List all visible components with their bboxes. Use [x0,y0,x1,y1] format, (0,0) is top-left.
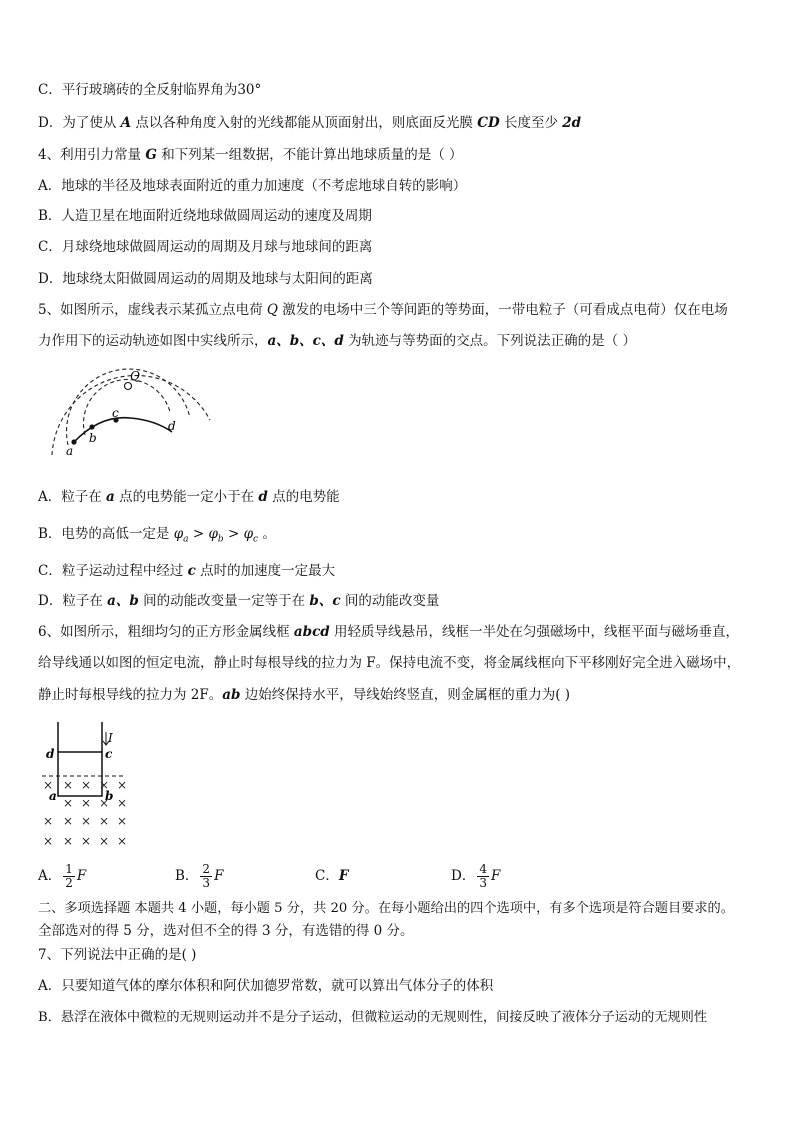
q7-stem: 7、下列说法中正确的是( ) [38,947,197,963]
q5-option-b-expression: $\varphi_a > \varphi_b > \varphi_c$ [173,526,259,545]
q6-field-cross: × [63,814,74,828]
q5-label-d: d [168,419,176,433]
q6-field-cross: × [63,796,74,810]
q6-stem-text-1: 6、如图所示，粗细均匀的正方形金属线框 [38,624,294,640]
q6-field-cross: × [99,814,110,828]
q6-option-c-label: C． [315,868,339,884]
q5-phi-2: φ [208,526,218,542]
q4-stem-g: G [145,147,157,163]
q5-equipotential-inner [83,379,170,435]
q6-option-a-denominator: 2 [65,876,73,890]
q6-field-cross: × [117,834,128,848]
q5-option-d-text-1: D．粒子在 [38,593,108,609]
q4-option-c: C．月球绕地球做圆周运动的周期及月球与地球间的距离 [38,239,373,255]
q5-stem-text-2: 激发的电场中三个等间距的等势面，一带电粒子（可看成点电荷）仅在电场 [277,302,728,318]
q5-stem-q: Q [266,302,278,318]
q3-option-d-segment-cd: CD [477,115,500,131]
q5-option-c-text-1: C．粒子运动过程中经过 [38,563,188,579]
q6-stem-line3 [38,686,570,704]
q6-stem-abcd: abcd [293,624,330,640]
q6-option-d [451,862,500,890]
q5-point-b-dot [89,424,94,429]
q5-phi-sub-b: b [217,534,224,545]
q6-label-b: b [105,789,114,803]
q4-option-d: D．地球绕太阳做圆周运动的周期及地球与太阳间的距离 [38,271,373,287]
q5-option-a-text-1: A．粒子在 [38,489,107,505]
q6-magnetic-frame-figure [36,718,146,853]
q6-field-cross: × [63,834,74,848]
q6-option-d-denominator: 3 [479,876,487,890]
q6-label-c: c [105,747,113,761]
q6-field-cross: × [99,778,110,792]
q3-option-d-text-3: 长度至少 [499,115,563,131]
q6-field-cross: × [63,778,74,792]
q3-option-d [38,114,581,132]
q6-option-a-label: A． [38,868,62,884]
q6-option-d-f: F [490,868,501,884]
q6-option-b-f: F [214,868,224,884]
q4-stem [38,146,463,164]
q5-option-d-ab: a、b [107,593,139,609]
q3-option-c [38,81,261,99]
q6-option-b [175,862,223,890]
q6-label-d: d [46,747,55,761]
q5-option-a-text-2: 点的电势能一定小于在 [114,489,259,505]
q4-option-a: A．地球的半径及地球表面附近的重力加速度（不考虑地球自转的影响） [38,178,467,194]
q5-label-c: c [112,406,119,420]
q5-option-c [38,562,335,580]
q6-option-b-fraction [200,863,212,890]
q5-stem-line2 [38,332,636,350]
q6-option-d-label: D． [451,868,476,884]
q7-option-a: A．只要知道气体的摩尔体积和阿伏加德罗常数，就可以算出气体分子的体积 [38,978,494,994]
q5-option-a [38,488,340,506]
q6-stem-ab: ab [222,687,241,703]
q6-stem-text-2: 用轻质导线悬吊，线框一半处在匀强磁场中，线框平面与磁场垂直， [329,624,740,640]
q4-option-b: B．人造卫星在地面附近绕地球做圆周运动的速度及周期 [38,208,372,224]
q6-stem-line1 [38,623,739,641]
q6-field-cross: × [81,796,92,810]
q5-option-c-text-2: 点时的加速度一定最大 [195,563,336,579]
q6-option-a-numerator: 1 [65,862,73,876]
q6-field-cross: × [81,834,92,848]
q4-stem-text-2: 和下列某一组数据，不能计算出地球质量的是（ ） [156,147,463,163]
q7-option-b: B．悬浮在液体中微粒的无规则运动并不是分子运动，但微粒运动的无规则性，间接反映了液体分子运动的无规则性 [38,1010,708,1025]
q5-option-a-point-a: a [106,489,115,505]
q6-field-cross: × [81,778,92,792]
q6-stem-text-4: 边始终保持水平，导线始终竖直，则金属框的重力为( ) [240,687,571,703]
q5-phi-3: φ [243,526,254,542]
q6-field-cross: × [117,796,128,810]
q5-option-d-text-2: 间的动能改变量一定等于在 [138,593,310,609]
q4-stem-text-1: 4、利用引力常量 [38,147,146,163]
q5-stem-text-3: 力作用下的运动轨迹如图中实线所示， [38,333,268,349]
q6-option-a-f: F [76,868,87,884]
q6-option-b-label: B． [175,868,199,884]
q5-stem-text-1: 5、如图所示，虚线表示某孤立点电荷 [38,302,267,318]
q5-stem-points: a、b、c、d [267,333,344,349]
q6-stem-line2: 给导线通以如图的恒定电流，静止时每根导线的拉力为 F。保持电流不变，将金属线框向下平移刚好完全进入磁场中， [38,655,741,671]
q5-phi-sub-c: c [253,534,259,545]
q5-phi-1: φ [173,526,184,542]
q5-option-c-point-c: c [187,563,196,579]
q6-field-cross: × [81,814,92,828]
q6-field-cross: × [43,814,54,828]
q3-option-d-text-1: D．为了使从 [38,115,121,131]
q6-option-a [38,862,86,890]
q3-option-d-value: 2d [562,115,582,131]
q6-field-cross: × [43,778,54,792]
q5-label-q: Q [130,369,140,383]
q5-label-a: a [66,444,74,458]
section2-instructions-line1: 二、多项选择题 本题共 4 小题，每小题 5 分，共 20 分。在每小题给出的四个选项中，有多个选项是符合题目要求的。 [38,901,734,916]
q5-option-d-text-3: 间的动能改变量 [340,593,440,609]
q5-option-a-text-3: 点的电势能 [267,489,340,505]
q6-option-d-numerator: 4 [479,862,487,876]
q3-option-d-text-2: 点以各种角度入射的光线都能从顶面射出，则底面反光膜 [131,115,478,131]
q5-option-b-text: B．电势的高低一定是 [38,526,170,542]
q3-option-c-text: C．平行玻璃砖的全反射临界角为30° [38,82,262,98]
q6-option-b-denominator: 3 [202,876,211,890]
q5-option-d [38,592,439,610]
q5-option-b: B．电势的高低一定是 $\varphi_a > \varphi_b > \varphi_c$ 。 [38,526,276,545]
q6-field-cross: × [99,796,110,810]
q5-label-b: b [89,431,97,445]
q6-field-cross: × [43,834,54,848]
q6-option-c [315,862,348,890]
q6-field-cross: × [117,778,128,792]
section2-instructions-line2: 全部选对的得 5 分，选对但不全的得 3 分，有选错的得 0 分。 [38,923,414,939]
q3-option-d-point-a: A [120,115,132,131]
q6-field-cross: × [117,814,128,828]
q5-option-d-bc: b、c [309,593,341,609]
q6-label-i: I [108,731,113,745]
q6-option-b-numerator: 2 [202,862,211,876]
q6-field-cross: × [99,834,110,848]
q6-option-a-fraction [63,863,75,890]
q6-option-c-f: F [338,868,349,884]
q5-stem-line1 [38,301,728,319]
q6-stem-text-3: 静止时每根导线的拉力为 2F。 [38,687,223,703]
q5-stem-text-4: 为轨迹与等势面的交点。下列说法正确的是（ ） [343,333,636,349]
q5-point-charge [125,383,132,390]
q5-equipotential-figure [40,360,220,470]
q6-label-a: a [49,789,57,803]
q6-option-d-fraction [477,863,489,890]
q5-option-a-point-d: d [258,489,268,505]
q5-phi-sub-a: a [183,534,189,545]
